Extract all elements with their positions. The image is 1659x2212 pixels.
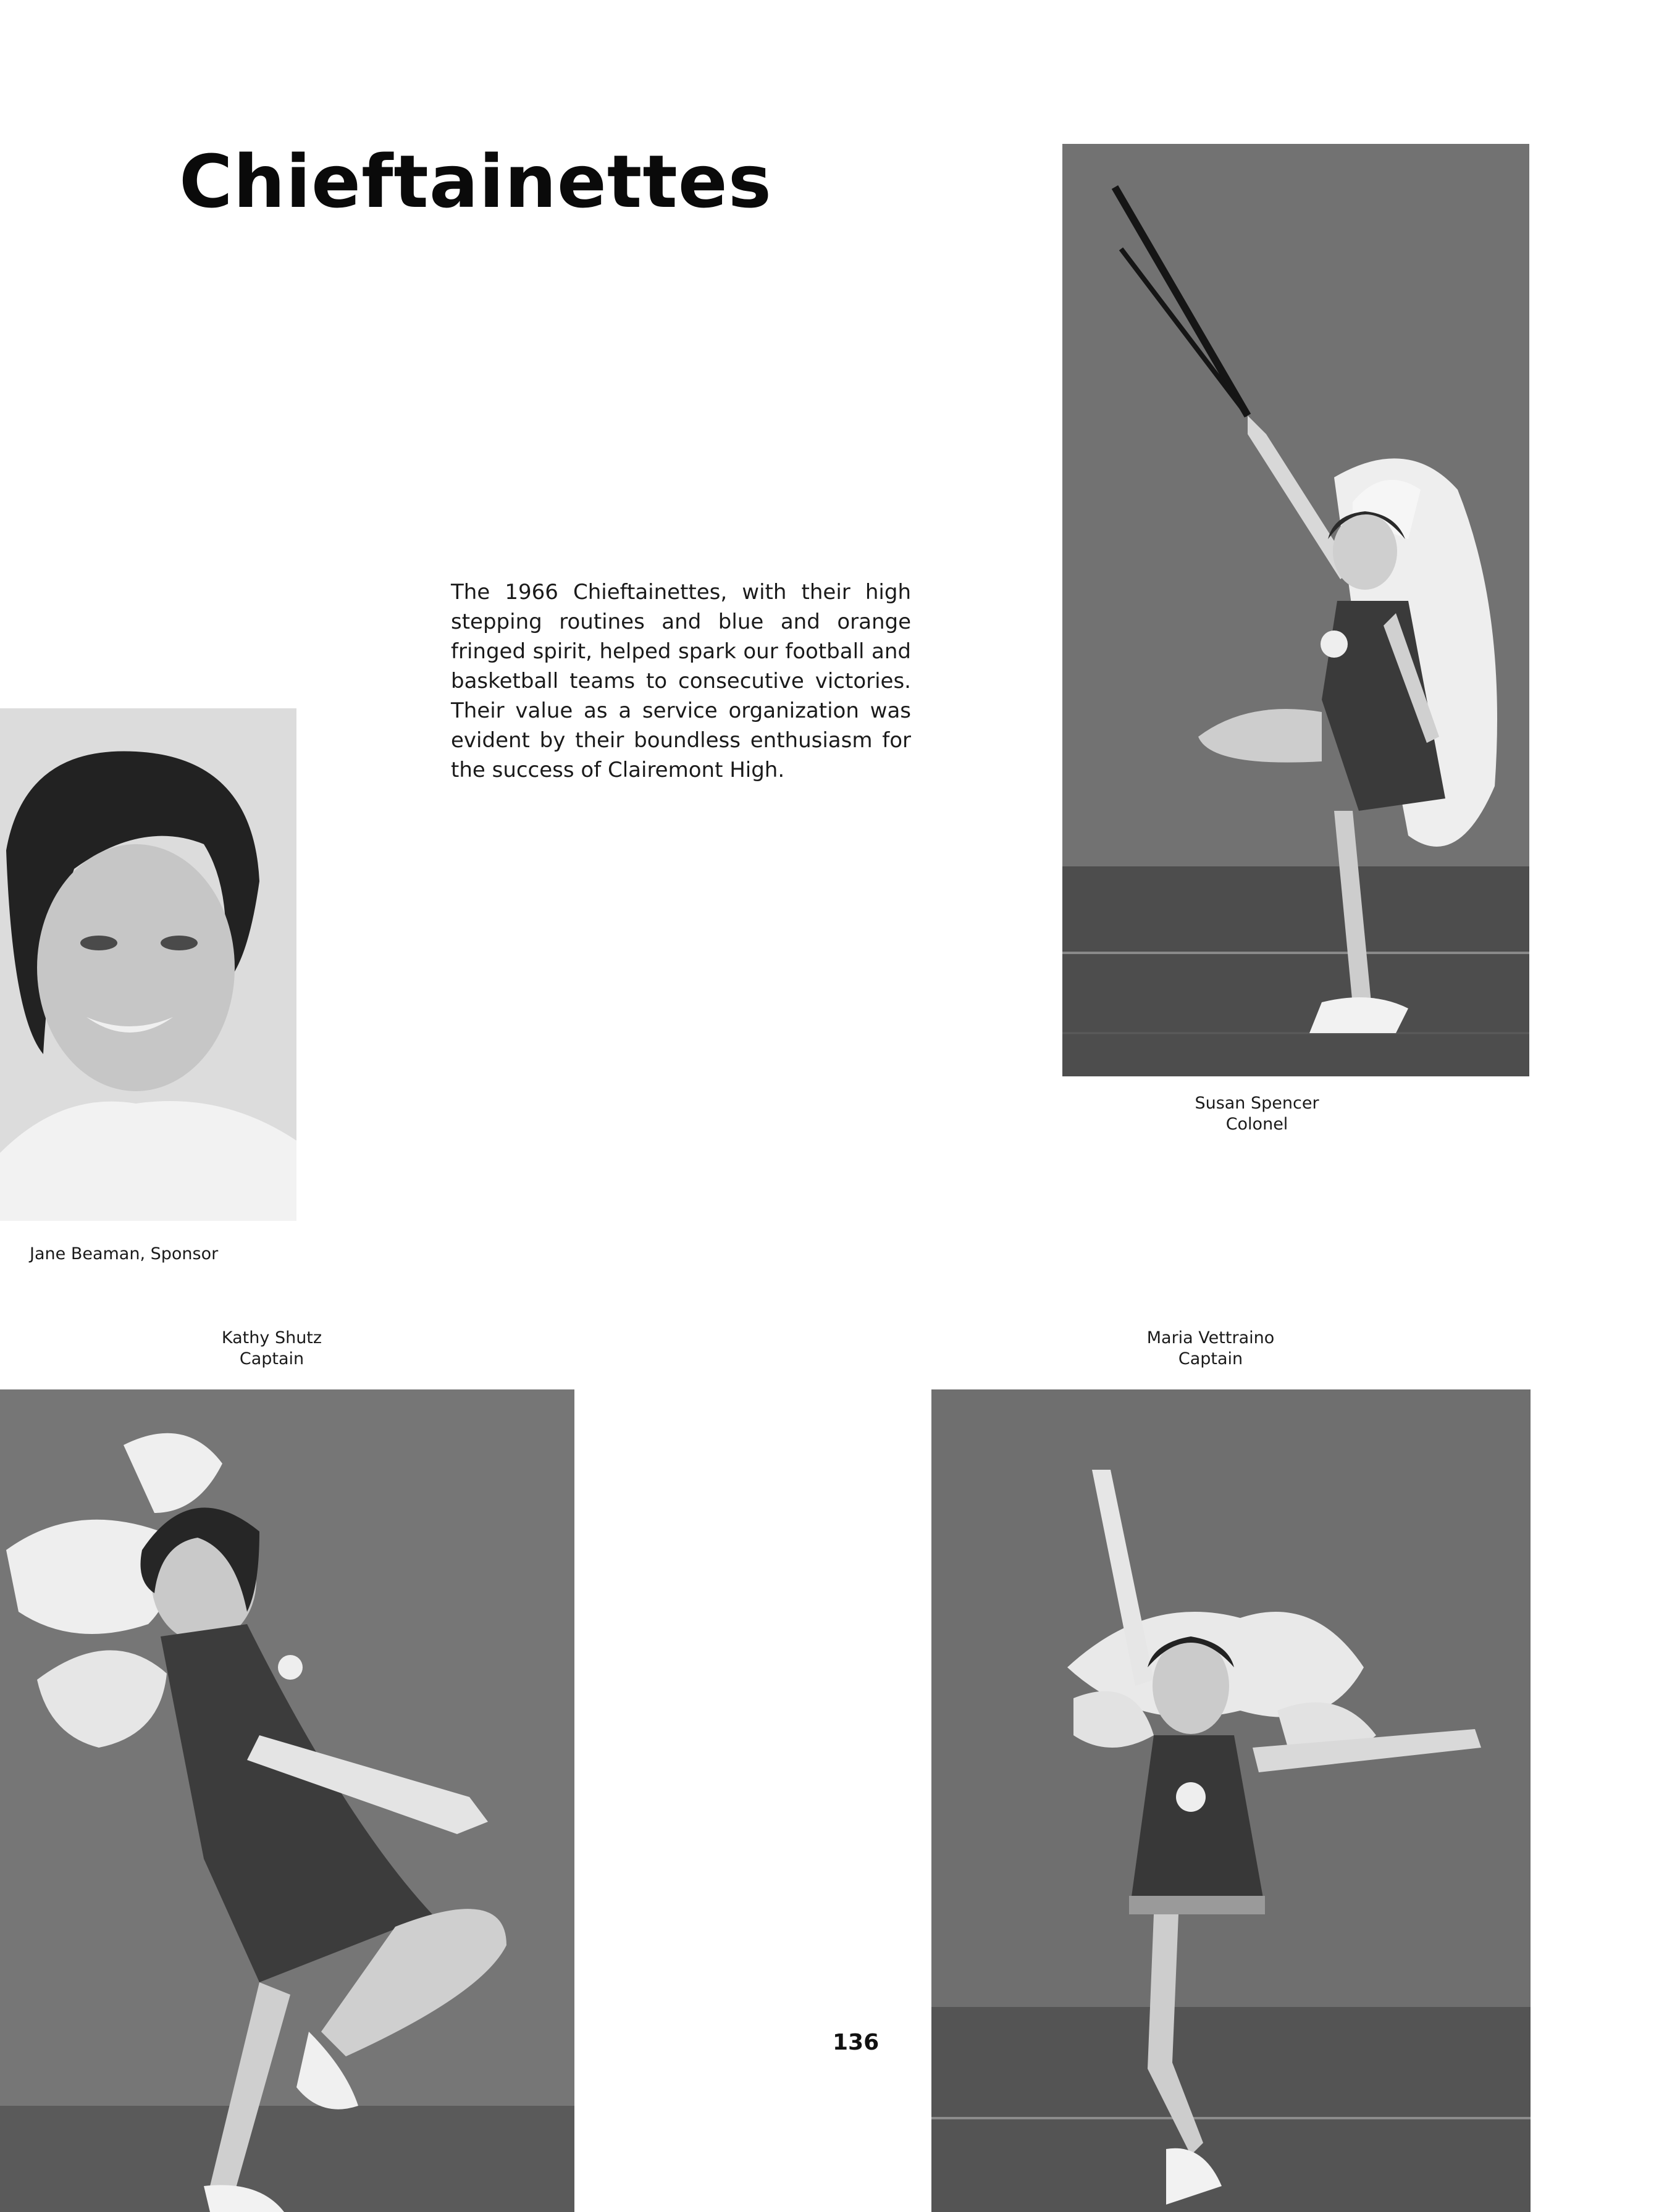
captain-pose-image (931, 1389, 1531, 2212)
caption-role: Captain (1178, 1349, 1243, 1368)
page-title: Chieftainettes (179, 139, 773, 224)
captain-kick-image (0, 1389, 574, 2212)
page-number: 136 (833, 2030, 880, 2055)
photo-kathy-shutz (0, 1389, 574, 2212)
caption-name: Susan Spencer (1195, 1094, 1319, 1113)
photo-maria-vettraino (931, 1389, 1531, 2212)
caption-jane-beaman: Jane Beaman, Sponsor (30, 1244, 219, 1263)
caption-role: Colonel (1225, 1115, 1288, 1134)
intro-paragraph (451, 577, 911, 785)
caption-name: Maria Vettraino (1146, 1328, 1275, 1347)
caption-susan-spencer (1062, 1093, 1451, 1135)
photo-jane-beaman (0, 708, 296, 1221)
majorette-baton-image (1062, 144, 1529, 1076)
caption-name: Kathy Shutz (221, 1328, 322, 1347)
photo-susan-spencer (1062, 144, 1529, 1076)
caption-kathy-shutz (179, 1328, 364, 1370)
caption-role: Captain (239, 1349, 304, 1368)
intro-text: The 1966 Chieftainettes, with their high stepping routines and blue and orange fringed spirit, helped spark our football and basketball teams to consecutive victories. Their value as a service organization was evident by their boundless enthusiasm for the success of Clairemont High. (451, 580, 911, 782)
sponsor-portrait-image (0, 708, 296, 1221)
caption-maria-vettraino (1112, 1328, 1309, 1370)
